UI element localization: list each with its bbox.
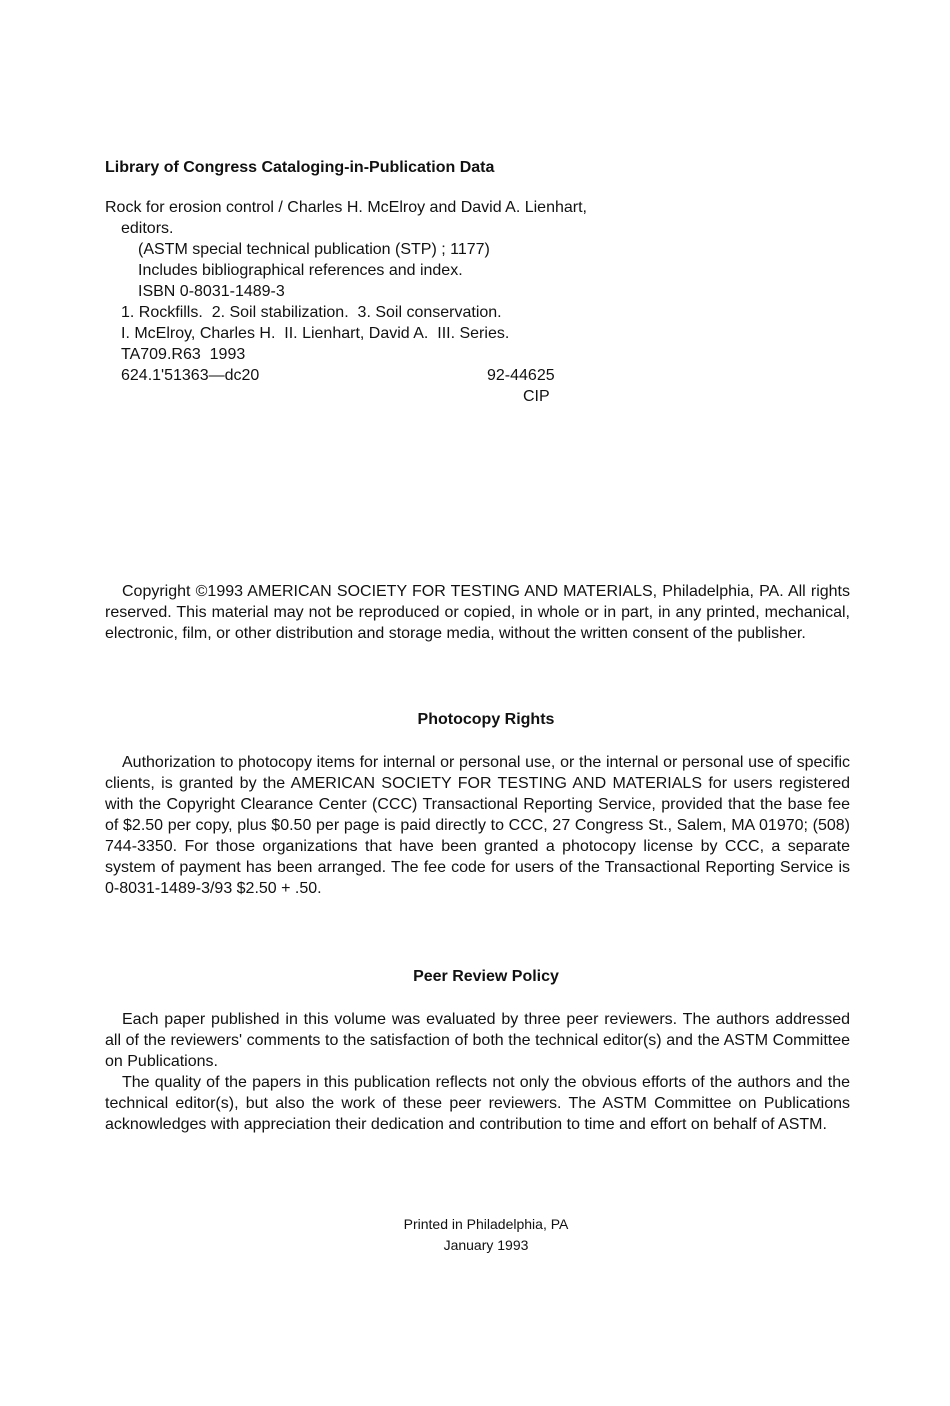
copyright-notice: [105, 581, 850, 644]
cip-line-dewey: 624.1'51363—dc20: [121, 367, 260, 384]
peer-review-heading: Peer Review Policy: [413, 968, 559, 985]
cip-lccn: 92-44625: [487, 367, 555, 384]
photocopy-text: Authorization to photocopy items for internal or personal use, or the internal or personal use of specific clients, is granted by the AMERICAN SOCIETY FOR TESTING AND MATERIALS for users registered with the Copyright Clearance Center (CCC) Transactional Reporting Service, provided that the base fee of $2.50 per copy, plus $0.50 per page is paid directly to CCC, 27 Congress St., Salem, MA 01970; (508) 744-3350. For those organizations that have been granted a photocopy license by CCC, a separate system of payment has been arranged. The fee code for users of the Transactional Reporting Service is 0-8031-1489-3/93 $2.50 + .50.: [105, 754, 850, 897]
peer-review-section: [105, 1009, 850, 1135]
cip-line-subjects: 1. Rockfills. 2. Soil stabilization. 3. Soil conservation.: [121, 304, 502, 321]
cip-line-editors: editors.: [121, 220, 174, 237]
photocopy-heading: Photocopy Rights: [417, 711, 555, 728]
cip-line-call-number: TA709.R63 1993: [121, 346, 246, 363]
imprint-place: Printed in Philadelphia, PA: [403, 1216, 569, 1232]
peer-review-paragraph-1: Each paper published in this volume was evaluated by three peer reviewers. The authors addressed all of the reviewers' comments to the satisfaction of both the technical editor(s) and the ASTM Committee on Publications.: [105, 1011, 850, 1070]
cip-line-isbn: ISBN 0-8031-1489-3: [138, 283, 285, 300]
cip-line-added-entries: I. McElroy, Charles H. II. Lienhart, David A. III. Series.: [121, 325, 510, 342]
peer-review-paragraph-2: The quality of the papers in this publication reflects not only the obvious efforts of the authors and the technical editor(s), but also the work of these peer reviewers. The ASTM Committee on Publications acknowledges with appreciation their dedication and contribution to time and effort on behalf of ASTM.: [105, 1074, 850, 1133]
cip-line-series: (ASTM special technical publication (STP) ; 1177): [138, 241, 490, 258]
cip-label: CIP: [523, 388, 550, 405]
imprint-date: January 1993: [443, 1237, 529, 1253]
photocopy-section: [105, 752, 850, 899]
copyright-text: Copyright ©1993 AMERICAN SOCIETY FOR TESTING AND MATERIALS, Philadelphia, PA. All rights reserved. This material may not be reproduced or copied, in whole or in part, in any printed, mechanical, electronic, film, or other distribution and storage media, without the written consent of the publisher.: [105, 583, 850, 642]
cip-line-bibliography: Includes bibliographical references and index.: [138, 262, 463, 279]
cip-line-title: Rock for erosion control / Charles H. McElroy and David A. Lienhart,: [105, 199, 587, 216]
cip-heading: Library of Congress Cataloging-in-Publication Data: [105, 159, 495, 176]
